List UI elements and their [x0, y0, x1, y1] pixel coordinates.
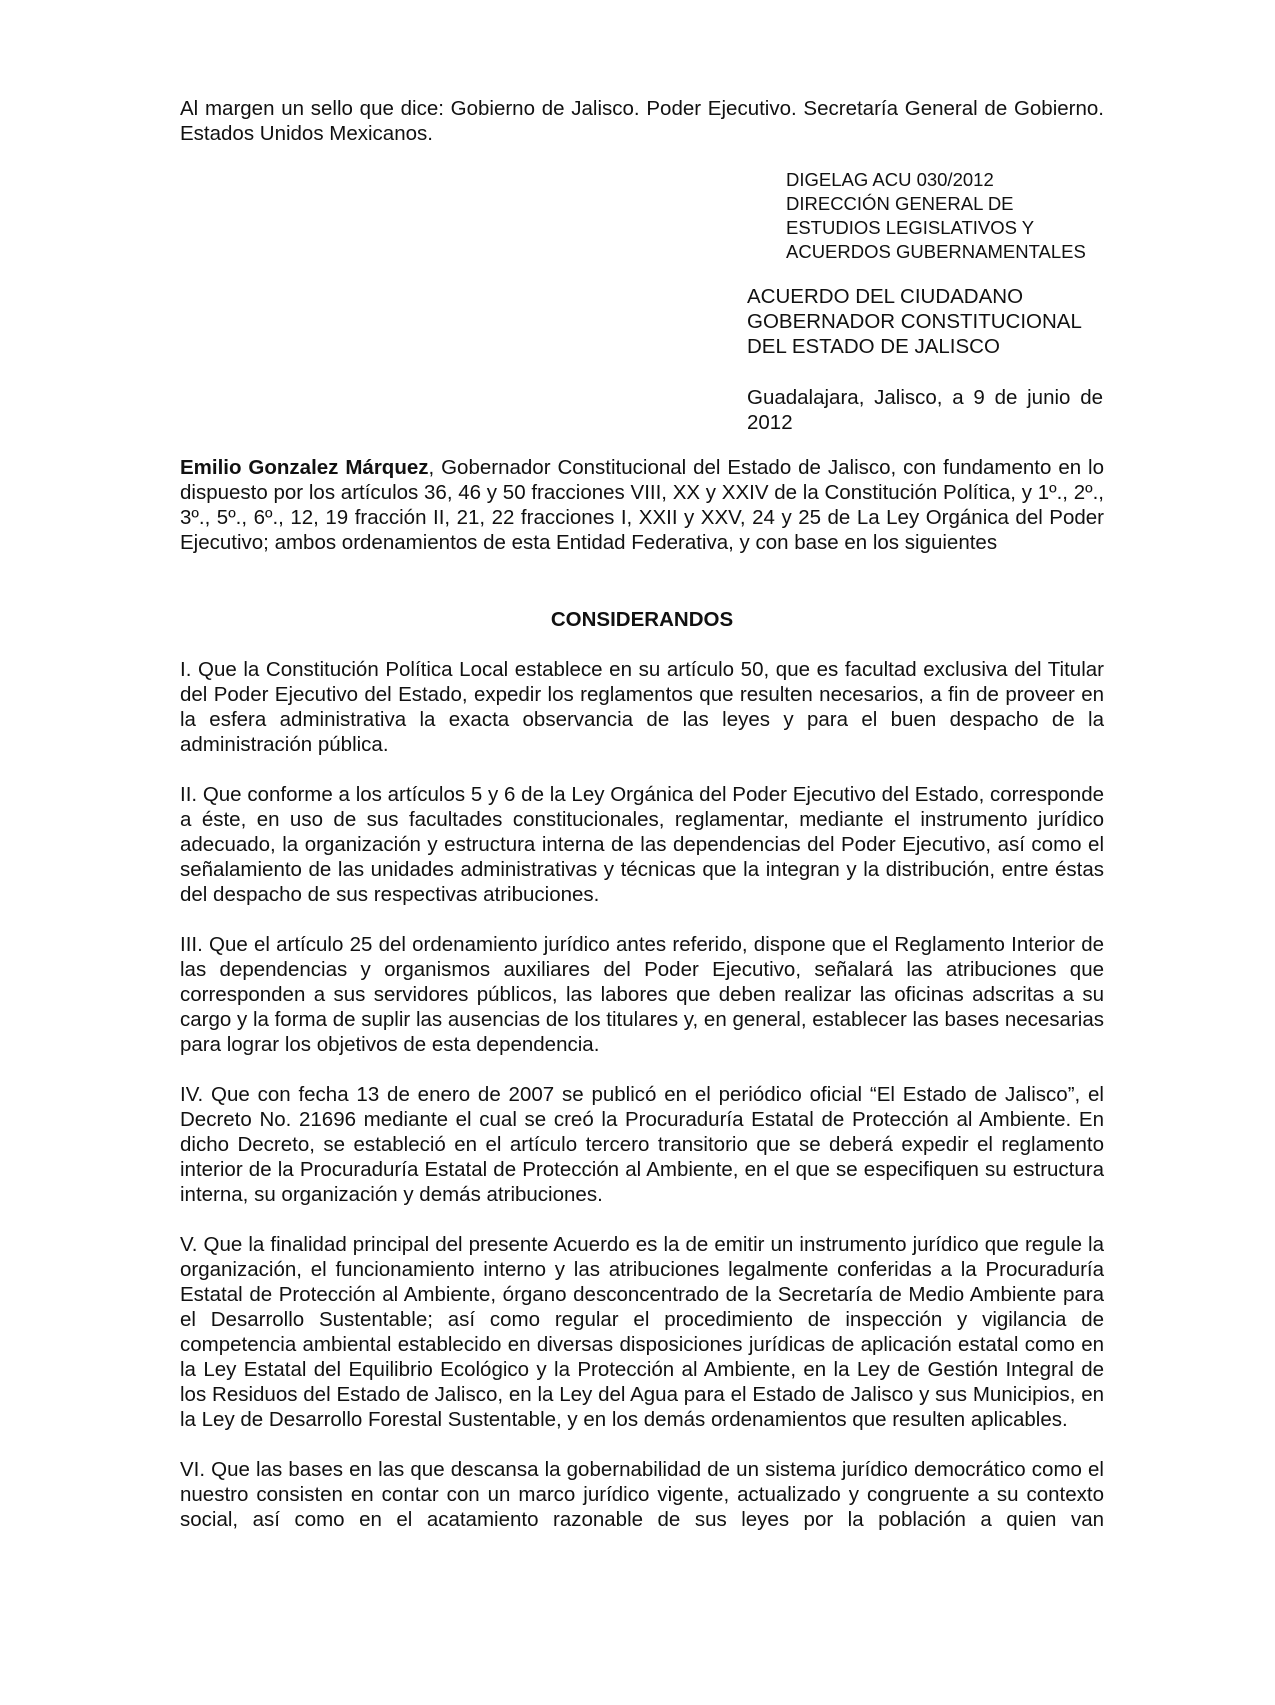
- considerando-paragraph: VI. Que las bases en las que descansa la gobernabilidad de un sistema jurídico democrático como el nuestro consisten en contar con un marco jurídico vigente, actualizado y congruente a su contexto social, así como en el acatamiento razonable de sus leyes por la población a quien van: [180, 1458, 1104, 1531]
- considerando-paragraph: V. Que la finalidad principal del presente Acuerdo es la de emitir un instrumento jurídico que regule la organización, el funcionamiento interno y las atribuciones legalmente conferidas a la Procuraduría Estatal de Protección al Ambiente, órgano desconcentrado de la Secretaría de Medio Ambiente para el Desarrollo Sustentable; así como regular el procedimiento de inspección y vigilancia de competencia ambiental establecido en diversas disposiciones jurídicas de aplicación estatal como en la Ley Estatal del Equilibrio Ecológico y la Protección al Ambiente, en la Ley de Gestión Integral de los Residuos del Estado de Jalisco, en la Ley del Agua para el Estado de Jalisco y sus Municipios, en la Ley de Desarrollo Forestal Sustentable, y en los demás ordenamientos que resulten aplicables.: [180, 1233, 1104, 1431]
- considerando-paragraph: II. Que conforme a los artículos 5 y 6 de la Ley Orgánica del Poder Ejecutivo del Estado, corresponde a éste, en uso de sus facultades constitucionales, reglamentar, mediante el instrumento jurídico adecuado, la organización y estructura interna de las dependencias del Poder Ejecutivo, así como el señalamiento de las unidades administrativas y técnicas que la integran y la distribución, entre éstas del despacho de sus respectivas atribuciones.: [180, 783, 1104, 906]
- acuerdo-title-line: GOBERNADOR CONSTITUCIONAL: [747, 310, 1082, 333]
- considerando-paragraph: I. Que la Constitución Política Local establece en su artículo 50, que es facultad exclusiva del Titular del Poder Ejecutivo del Estado, expedir los reglamentos que resulten necesarios, a fin de proveer en la esfera administrativa la exacta observancia de las leyes y para el buen despacho de la administración pública.: [180, 658, 1104, 756]
- reference-line: ESTUDIOS LEGISLATIVOS Y: [786, 217, 1035, 238]
- reference-code: DIGELAG ACU 030/2012: [786, 169, 994, 190]
- intro-text: , Gobernador Constitucional del Estado de Jalisco, con fundamento en lo dispuesto por los artículos 36, 46 y 50 fracciones VIII, XX y XXIV de la Constitución Política, y 1º., 2º., 3º., 5º., 6º., 12, 19 fracción II, 21, 22 fracciones I, XXII y XXV, 24 y 25 de La Ley Orgánica del Poder Ejecutivo; ambos ordenamientos de esta Entidad Federativa, y con base en los siguientes: [180, 456, 1104, 554]
- acuerdo-title: [747, 284, 1107, 359]
- signer-name: Emilio Gonzalez Márquez: [180, 456, 429, 479]
- considerandos-list: [180, 657, 1104, 1532]
- intro-paragraph: [180, 455, 1104, 555]
- margin-seal-note: Al margen un sello que dice: Gobierno de Jalisco. Poder Ejecutivo. Secretaría General de Gobierno. Estados Unidos Mexicanos.: [180, 97, 1104, 145]
- place-and-date: Guadalajara, Jalisco, a 9 de junio de 2012: [747, 386, 1103, 434]
- reference-line: DIRECCIÓN GENERAL DE: [786, 193, 1014, 214]
- considerando-paragraph: III. Que el artículo 25 del ordenamiento jurídico antes referido, dispone que el Reglamento Interior de las dependencias y organismos auxiliares del Poder Ejecutivo, señalará las atribuciones que corresponden a sus servidores públicos, las labores que deben realizar las oficinas adscritas a su cargo y la forma de suplir las ausencias de los titulares y, en general, establecer las bases necesarias para lograr los objetivos de esta dependencia.: [180, 933, 1104, 1056]
- section-heading: CONSIDERANDOS: [550, 608, 734, 631]
- reference-line: ACUERDOS GUBERNAMENTALES: [786, 241, 1086, 262]
- reference-block: [786, 168, 1116, 264]
- acuerdo-title-line: ACUERDO DEL CIUDADANO: [747, 285, 1024, 308]
- acuerdo-title-line: DEL ESTADO DE JALISCO: [747, 335, 1000, 358]
- considerando-paragraph: IV. Que con fecha 13 de enero de 2007 se publicó en el periódico oficial “El Estado de Jalisco”, el Decreto No. 21696 mediante el cual se creó la Procuraduría Estatal de Protección al Ambiente. En dicho Decreto, se estableció en el artículo tercero transitorio que se deberá expedir el reglamento interior de la Procuraduría Estatal de Protección al Ambiente, en el que se especifiquen su estructura interna, su organización y demás atribuciones.: [180, 1083, 1104, 1206]
